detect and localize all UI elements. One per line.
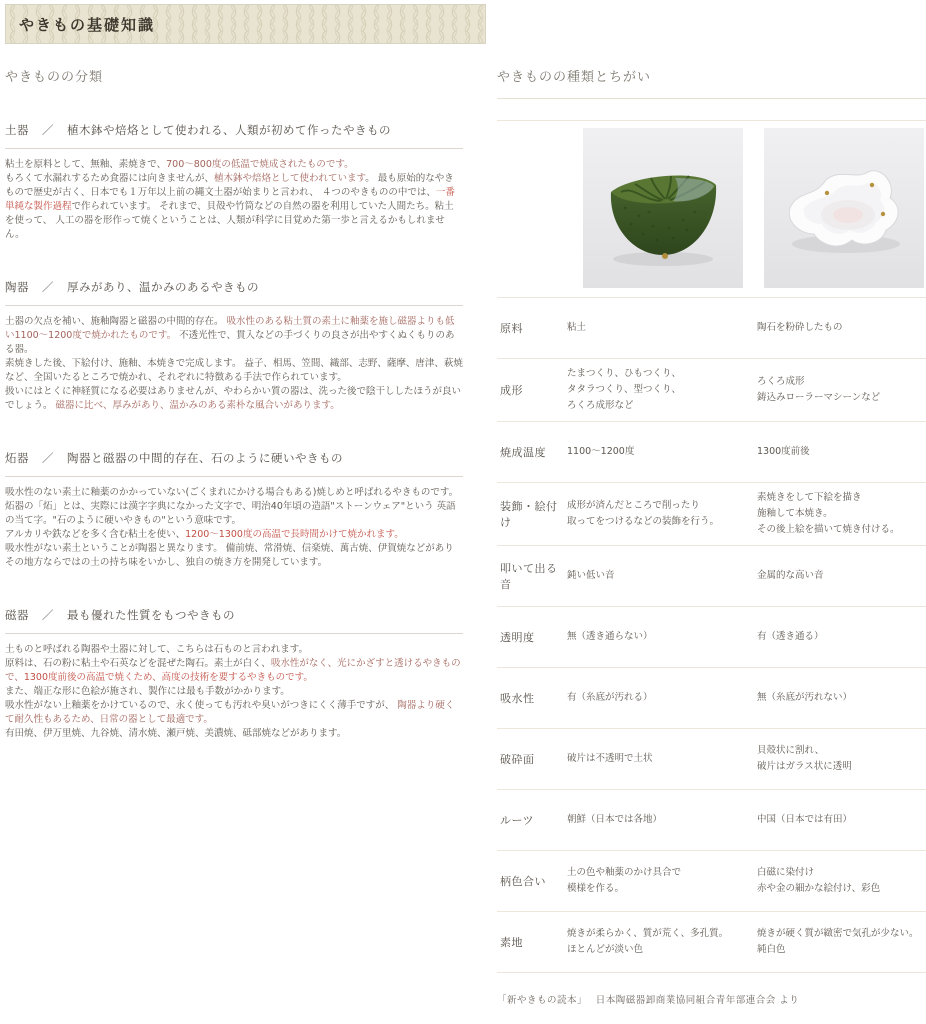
types-heading: やきものの種類とちがい — [497, 66, 926, 99]
green-bowl-illustration — [583, 128, 743, 288]
sections — [5, 122, 463, 741]
white-dish-illustration — [764, 128, 924, 288]
table-row — [497, 606, 926, 667]
slash-separator: ／ — [42, 608, 54, 622]
cell-toki: 朝鮮（日本では各地） — [567, 814, 663, 825]
cell-jiki: 焼きが硬く質が緻密で気孔が少ない。 純白色 — [757, 928, 919, 955]
row-label: 素地 — [500, 936, 523, 949]
cell-jiki: 1300度前後 — [757, 446, 810, 457]
body-text: アルカリや鉄などを多く含む粘土を使い、 — [5, 529, 186, 540]
section-heading — [5, 279, 463, 295]
cell-jiki: 有（透き通る） — [757, 631, 824, 642]
pottery-section — [5, 122, 463, 242]
cell-toki: 1100〜1200度 — [567, 446, 635, 457]
emphasized-text: 吸水性がなく、光にかざすと透けるやきもので、 — [5, 658, 461, 683]
body-text: 粘土を原料として、無釉、素焼きで、 — [5, 159, 167, 170]
section-paragraph — [5, 315, 463, 413]
row-label: 成形 — [500, 384, 523, 397]
table-row — [497, 789, 926, 850]
cell-toki: 粘土 — [567, 322, 587, 333]
body-text: 素焼きした後、下絵付け、施釉、本焼きで完成します。 益子、相馬、笠間、織部、志野、薩摩、唐津、萩焼など、全国いたるところで焼かれ、それぞれに特徴ある手法で作られています。 — [5, 358, 463, 383]
row-label: 破砕面 — [500, 753, 535, 766]
table-row — [497, 667, 926, 728]
section-term: 土器 — [5, 123, 29, 137]
row-label: 原料 — [500, 322, 523, 335]
body-text: 吸水性がない上釉薬をかけているので、永く使っても汚れや臭いがつきにくく薄手ですが、 — [5, 700, 398, 711]
section-paragraph — [5, 643, 463, 741]
cell-jiki: 素焼きをして下絵を描き 施釉して本焼き。 その後上絵を描いて焼き付ける。 — [757, 492, 900, 535]
cell-toki: たまつくり、ひもつくり、 タタラつくり、型つくり、 ろくろ成形など — [567, 368, 682, 411]
section-divider — [5, 476, 463, 477]
classification-column — [5, 44, 463, 741]
title-banner — [5, 4, 486, 44]
cell-toki: 土の色や釉薬のかけ具合で 模様を作る。 — [567, 867, 682, 894]
section-term: 磁器 — [5, 608, 29, 622]
content-columns — [5, 44, 926, 1006]
section-divider — [5, 148, 463, 149]
slash-separator: ／ — [42, 123, 54, 137]
cell-jiki: 貝殻状に割れ、 破片はガラス状に透明 — [757, 745, 852, 772]
row-label: 吸水性 — [500, 692, 535, 705]
green-oribe-bowl-photo — [583, 128, 743, 288]
cell-jiki: 中国（日本では有田） — [757, 814, 853, 825]
slash-separator: ／ — [42, 451, 54, 465]
emphasized-text: 一番単純な製作過程 — [5, 187, 455, 212]
emphasized-text: 吸水性のある粘土質の素土に釉薬を施し磁器よりも低い1100〜1200度で焼かれたものです。 — [5, 316, 455, 341]
body-text: で作られています。 それまで、貝殻や竹筒などの自然の器を利用していた人間たち。粘土を使って、 人工の器を形作って焼くということは、人類が科学に目覚めた第一歩と言えるかもしれません。 — [5, 201, 454, 240]
cell-jiki: ろくろ成形 鋳込みローラーマシーンなど — [757, 376, 881, 403]
body-text: 土器の欠点を補い、施釉陶器と磁器の中間的存在。 — [5, 316, 227, 327]
page-title: やきもの基礎知識 — [19, 15, 156, 34]
emphasized-text: 1300度前後の高温で焼くため、高度の技術を要するやきものです。 — [23, 672, 313, 683]
table-row — [497, 545, 926, 606]
section-divider — [5, 633, 463, 634]
row-label: 柄色合い — [500, 875, 546, 888]
body-text: 有田焼、伊万里焼、九谷焼、清水焼、瀬戸焼、美濃焼、砥部焼などがあります。 — [5, 728, 347, 739]
slash-separator: ／ — [42, 280, 54, 294]
table-row — [497, 297, 926, 358]
body-text: また、端正な形に色絵が施され、製作には最も手数がかかります。 — [5, 686, 290, 697]
pottery-section — [5, 450, 463, 570]
section-term: 炻器 — [5, 451, 29, 465]
source-note: 「新やきもの読本」 日本陶磁器卸商業協同組合青年部連合会 より — [497, 995, 800, 1006]
cell-jiki: 金属的な高い音 — [757, 570, 824, 581]
body-text: 吸水性がない素土ということが陶器と異なります。 備前焼、常滑焼、信楽焼、萬古焼、伊賀焼などがあり その地方ならではの土の持ち味をいかし、独自の焼き方を開発しています。 — [5, 543, 454, 568]
classification-heading: やきものの分類 — [5, 70, 104, 85]
table-row — [497, 850, 926, 911]
row-label: ルーツ — [500, 814, 535, 827]
emphasized-text: 700〜800度の低温で焼成されたものです。 — [166, 159, 354, 170]
section-subtitle: 厚みがあり、温かみのあるやきもの — [67, 280, 259, 294]
body-text: 。 最も原始的なやきもので歴史が古く、日本でも１万年以上前の縄文土器が始まりと言われ、 ４つのやきものの中では、 — [5, 173, 454, 198]
table-row — [497, 358, 926, 421]
cell-toki: 成形が済んだところで削ったり 取ってをつけるなどの装飾を行う。 — [567, 500, 720, 527]
section-subtitle: 陶器と磁器の中間的存在、石のように硬いやきもの — [67, 451, 343, 465]
white-porcelain-dish-photo — [764, 128, 924, 288]
table-row — [497, 482, 926, 545]
cell-jiki: 白磁に染付け 赤や金の細かな絵付け、彩色 — [757, 867, 881, 894]
types-column — [497, 44, 926, 1006]
row-label: 叩いて出る音 — [500, 562, 558, 591]
body-text: 吸水性のない素土に釉薬のかかっていない(ごくまれにかける場合もある)焼しめと呼ばれるやきものです。 炻器の「炻」とは、実際には漢字字典になかった文字で、明治40年頃の造語"ストーンウェア"という 英語の当て字。"石のように硬いやきもの"という意味です。 — [5, 487, 459, 526]
emphasized-text: 陶器より硬くて耐久性もあるため、日常の器として最適です。 — [5, 700, 455, 725]
cell-jiki: 陶石を粉砕したもの — [757, 322, 843, 333]
section-subtitle: 最も優れた性質をもつやきもの — [67, 608, 235, 622]
section-paragraph — [5, 158, 463, 242]
body-text: 原料は、石の粉に粘土や石英などを混ぜた陶石。素土が白く、 — [5, 658, 271, 669]
cell-toki: 有（糸底が汚れる） — [567, 692, 653, 703]
table-row — [497, 421, 926, 482]
cell-toki: 破片は不透明で土状 — [567, 753, 653, 764]
row-label: 焼成温度 — [500, 446, 546, 459]
section-heading — [5, 607, 463, 623]
cell-toki: 焼きが柔らかく、質が荒く、多孔質。 ほとんどが淡い色 — [567, 928, 729, 955]
section-divider — [5, 305, 463, 306]
body-text: 土ものと呼ばれる陶器や土器に対して、こちらは石ものと言われます。 — [5, 644, 309, 655]
section-term: 陶器 — [5, 280, 29, 294]
section-paragraph — [5, 486, 463, 570]
section-heading — [5, 450, 463, 466]
body-text: 不透光性で、貫入などの手づくりの良さが出やすくぬくもりのある器。 — [5, 330, 455, 355]
cell-jiki: 無（糸底が汚れない） — [757, 692, 853, 703]
table-row — [497, 728, 926, 789]
comparison-table — [497, 297, 926, 973]
body-text: もろくて水漏れするため食器には向きませんが、 — [5, 173, 215, 184]
emphasized-text: 植木鉢や焙烙として使われています — [214, 173, 366, 184]
cell-toki: 鈍い低い音 — [567, 570, 615, 581]
pottery-section — [5, 279, 463, 413]
photos-row — [497, 120, 926, 297]
emphasized-text: 1200〜1300度の高温で長時間かけて焼かれます。 — [185, 529, 404, 540]
table-row — [497, 911, 926, 972]
row-label: 装飾・絵付け — [500, 500, 558, 529]
cell-toki: 無（透き通らない） — [567, 631, 653, 642]
body-text: 扱いにはとくに神経質になる必要はありませんが、やわらかい質の器は、洗った後で陰干ししたほうが良いでしょう。 — [5, 386, 462, 411]
emphasized-text: 磁器に比べ、厚みがあり、温かみのある素朴な風合いがあります。 — [55, 400, 340, 411]
pottery-section — [5, 607, 463, 741]
section-heading — [5, 122, 463, 138]
section-subtitle: 植木鉢や焙烙として使われる、人類が初めて作ったやきもの — [67, 123, 391, 137]
row-label: 透明度 — [500, 631, 535, 644]
